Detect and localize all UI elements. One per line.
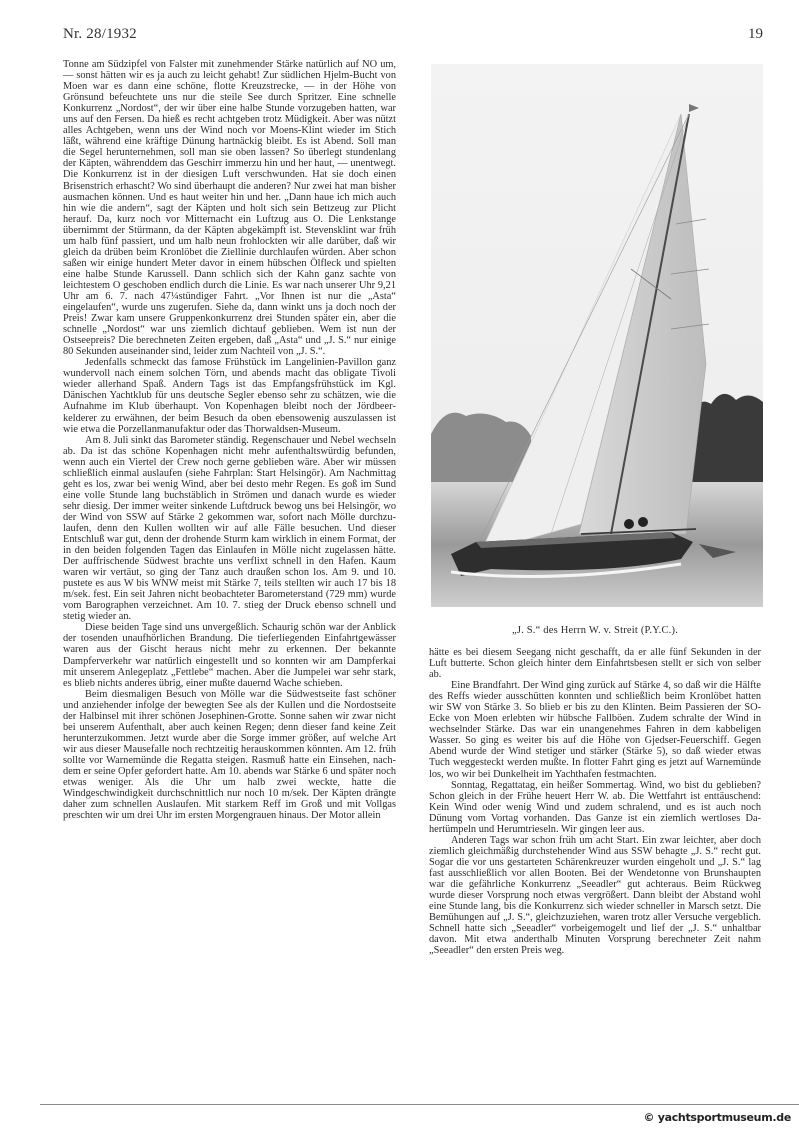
yacht-illustration xyxy=(431,64,763,607)
issue-number: Nr. 28/1932 xyxy=(63,26,137,42)
paragraph: Diese beiden Tage sind uns unvergeßlich. Schaurig schön war der Anblick der tosenden unaufhörlichen Brandung. Die tieferliegenden Einfahrtgewässer waren aus der Gischt heraus nicht mehr zu erkennen. Der bekannte Dampferverkehr war natürlich eingestellt und so konnten wir am Dampferkai mit unserem Anlegeplatz „Fettlebe“ machen. Aber die Jumpelei war sehr stark, es blieb nichts anderes übrig, einer mußte dauernd Wache schieben. xyxy=(63,622,396,689)
trees-left xyxy=(431,413,531,484)
paragraph: hätte es bei diesem Seegang nicht geschafft, da er alle fünf Sekunden in der Luft butterte. Schon gleich hinter dem Einfahrtsbesen stellt er sich von selber ab. xyxy=(429,647,761,681)
left-text-column xyxy=(63,59,396,821)
paragraph: Tonne am Südzipfel von Falster mit zunehmender Stärke natürlich auf NO um, — sonst hätten wir es ja auch zu leicht gehabt! Zur südlichen Hjelm-Bucht von Moen war es dann eine schöne, flotte Kreuzstrecke, — in der Höhe von Grönsund befeuchtete uns nur die steile See durch Spritzer. Eine schnelle Konkurrenz „Nordost“, der wir über eine halbe Stunde vorzugeben hatten, war uns auf den Fersen. Da hieß es recht achtgeben trotz Müdigkeit. Aber was nützt alles Achtgeben, wenn uns der Wind noch vor Moens-Klint wieder im Stich läßt, während eine kräftige Dünung hartnäckig bleibt. Es ist Abend. Soll man die Segel herunternehmen, soll man sie oben lassen? So überlegt stundenlang der Käpten, währenddem das Geschirr immerzu hin und her haut, — unentwegt. Die Konkurrenz ist in der diesigen Luft verschwunden. Hat sie doch einen Brisenstrich erhascht? Wo sind überhaupt die anderen? Nur zwei hat man bisher ausmachen können. Und es haut weiter hin und her. „Dann haue ich mich auch hin wie die andern“, sagt der Käpten und holt sich sein Bettzeug zur Plicht herauf. Da, kurz noch vor Mitternacht ein Luftzug aus O. Die Lenkstange übernimmt der Stürmann, da der Käpten abgekämpft ist. Stevensklint war früh um halb fünf passiert, und um halb neun frohlockten wir alle darüber, daß wir gleich da drüben beim Kronlöbet die Ziellinie durchlaufen würden. Aber schon saßen wir einige hundert Meter davor in einem hübschen Ölfleck und spielten eine halbe Stunde Karussell. Dann schlich sich der Kahn ganz sachte von leichtestem O geschoben endlich durch die Linie. Es war nach unserer Uhr 9,21 Uhr am 6. 7. nach 47¼stündiger Fahrt. „Vor Ihnen ist nur die „Asta“ eingelaufen“, wurde uns zugerufen. Siehe da, dann winkt uns ja doch noch der Preis! Zwar kam unsere Gruppenkonkurrenz drei Stunden später ein, aber die schnelle „Nordost“ war uns ziemlich dichtauf geblieben. Wem ist nun der Ostseepreis? Die berechneten Zeiten ergeben, daß „Asta“ und „J. S.“ nur einige 80 Sekunden auseinander sind, leider zum Nachteil von „J. S.“. xyxy=(63,59,396,358)
paragraph: Am 8. Juli sinkt das Barometer ständig. Regenschauer und Nebel wechseln ab. Da ist das schöne Kopenhagen nicht mehr aufenthaltswürdig befunden, wenn auch ein Viertel der Crew noch gerne geblieben wäre. Aber wir müssen schließlich einmal auslaufen (siehe Fahrplan: Start Helsingör). Am Nachmittag geht es los, zwar bei wenig Wind, aber bei desto mehr Regen. Es goß im Sund eine volle Stunde lang buchstäblich in Strömen und danach wurde es wieder sehr diesig. Der immer weiter sinkende Luftdruck bewog uns bei Helsingör, wo der Wind von SSW auf Stärke 2 gekommen war, sofort nach Mölle durchzulaufen, denn den Kullen wollten wir auf alle Fälle besuchen. Und dieser Entschluß war gut, denn der drohende Sturm kam wirklich in einem Format, der in den beiden folgenden Tagen das Einlaufen in Mölle nicht zugelassen hätte. Der auffrischende Südwest brachte uns verflixt schnell in den Hafen. Kaum waren wir vertäut, so ging der Tanz auch draußen schon los. Am 9. und 10. pustete es aus W bis WNW meist mit Stärke 7, teils stellten wir auch 17 bis 18 m/sek. fest. Ein seit Jahren nicht beobachteter Barometerstand (729 mm) wurde vom Barographen verzeichnet. Am 10. 7. stieg der Druck ebenso schnell und stetig wieder an. xyxy=(63,434,396,623)
footer-divider xyxy=(40,1104,799,1105)
sailing-yacht-photo xyxy=(431,64,763,607)
right-text-column xyxy=(429,647,761,956)
page-number: 19 xyxy=(748,26,763,42)
paragraph: Sonntag, Regattatag, ein heißer Sommertag. Wind, wo bist du geblieben? Schon gleich in der Frühe heuert Herr W. ab. Die Wettfahrt ist enttäuschend: Kein Wind oder wenig Wind und zudem schralend, und es ist auch noch Dünung vom Vortag vorhanden. Das Ganze ist ein ziemlich wertloses Dahertümpeln und Herumtrieseln. Wir gingen leer aus. xyxy=(429,779,761,835)
paragraph: Anderen Tags war schon früh um acht Start. Ein zwar leichter, aber doch ziemlich gleichmäßig durchstehender Wind aus SSW behagte „J. S.“ recht gut. Sogar die vor uns gestarteten Schärenkreuzer wurden eingeholt und „J. S.“ lag fast ausschließlich vor allen Booten. Bei der Wendetonne von Brunshaupten war die gefährliche Konkurrenz „Seeadler“ gut achteraus. Beim Rückweg wurde dieser Vorsprung noch etwas vergrößert. Dann bleibt der Abstand wohl eine Stunde lang, bis die Konkurrenz sich wieder schneller in Marsch setzt. Die Bemühungen auf „J. S.“, gleichzuziehen, waren trotz aller Versuche vergeblich. Schnell hatte sich „Seeadler“ vorbeigemogelt und lief der „J. S.“ unhaltbar davon. Mit etwa anderthalb Minuten Vorsprung berechneter Zeit nahm „Seeadler“ den ersten Preis weg. xyxy=(429,834,761,957)
paragraph: Eine Brandfahrt. Der Wind ging zurück auf Stärke 4, so daß wir die Hälfte des Reffs wieder ausschütten konnten und schließlich beim Kronlöbet hatten wir SW von Stärke 3. So blieb er bis zu den Klinten. Beim Passieren der SO-Ecke von Moen erlebten wir hübsche Fallböen. Zudem schralte der Wind in wechselnder Stärke. Das war ein unangenehmes Fahren in dem kabbeligen Wasser. So ging es weiter bis auf die Höhe von Gjedser-Feuerschiff. Gegen Abend wurde der Wind stetiger und stärker (Stärke 5), so daß wieder etwas Tuch weggesteckt werden mußte. In flotter Fahrt ging es jetzt auf Warnemünde los, wo wir bei Dunkelheit im Yachthafen festmachten. xyxy=(429,680,761,780)
paragraph: Jedenfalls schmeckt das famose Frühstück im Langelinien-Pavillon ganz wundervoll nach einem solchen Törn, und abends macht das obligate Tivoli wieder allerhand Spaß. Andern Tags ist das Empfangsfrühstück im Kgl. Dänischen Yachtklub für uns deutsche Segler ebenso sehr zu schätzen, wie die Aufnahme im Klub überhaupt. Von Kopenhagen bleibt noch der Jördbeerkelderer zu erwähnen, der beim Besuch da oben ebensowenig auszulassen ist wie etwa die Porzellanmanufaktur oder das Thorwaldsen-Museum. xyxy=(63,357,396,435)
copyright-watermark: © yachtsportmuseum.de xyxy=(643,1111,791,1124)
photo-caption: „J. S.“ des Herrn W. v. Streit (P.Y.C.). xyxy=(511,625,679,636)
paragraph: Beim diesmaligen Besuch von Mölle war die Südwestseite fast schöner und anziehender infolge der bewegten See als der Kullen und die Nordostseite der Halbinsel mit ihrer schönen Josephinen-Grotte. Sonne sahen wir zwar nicht bei unserem Aufenthalt, aber auch keinen Regen; denn dieser fand keine Zeit herunterzukommen. Jetzt wurde aber die Sorge immer größer, auf welche Art wir aus dieser Mausefalle noch rechtzeitig herauskommen könnten. Am 12. früh sollte vor Warnemünde die Regatta steigen. Rasmuß hatte ein Einsehen, nachdem er seine Opfer gefordert hatte. Am 10. abends war Stärke 6 und später noch etwas weniger. Als die Uhr um halb zwei weckte, hatte die Windgeschwindigkeit durchschnittlich nur noch 10 m/sek. Der Käpten drängte daher zum schnellen Auslaufen. Mit starkem Reff im Groß und mit Vollgas preschten wir um drei Uhr im ersten Morgengrauen hinaus. Der Motor allein xyxy=(63,688,396,822)
